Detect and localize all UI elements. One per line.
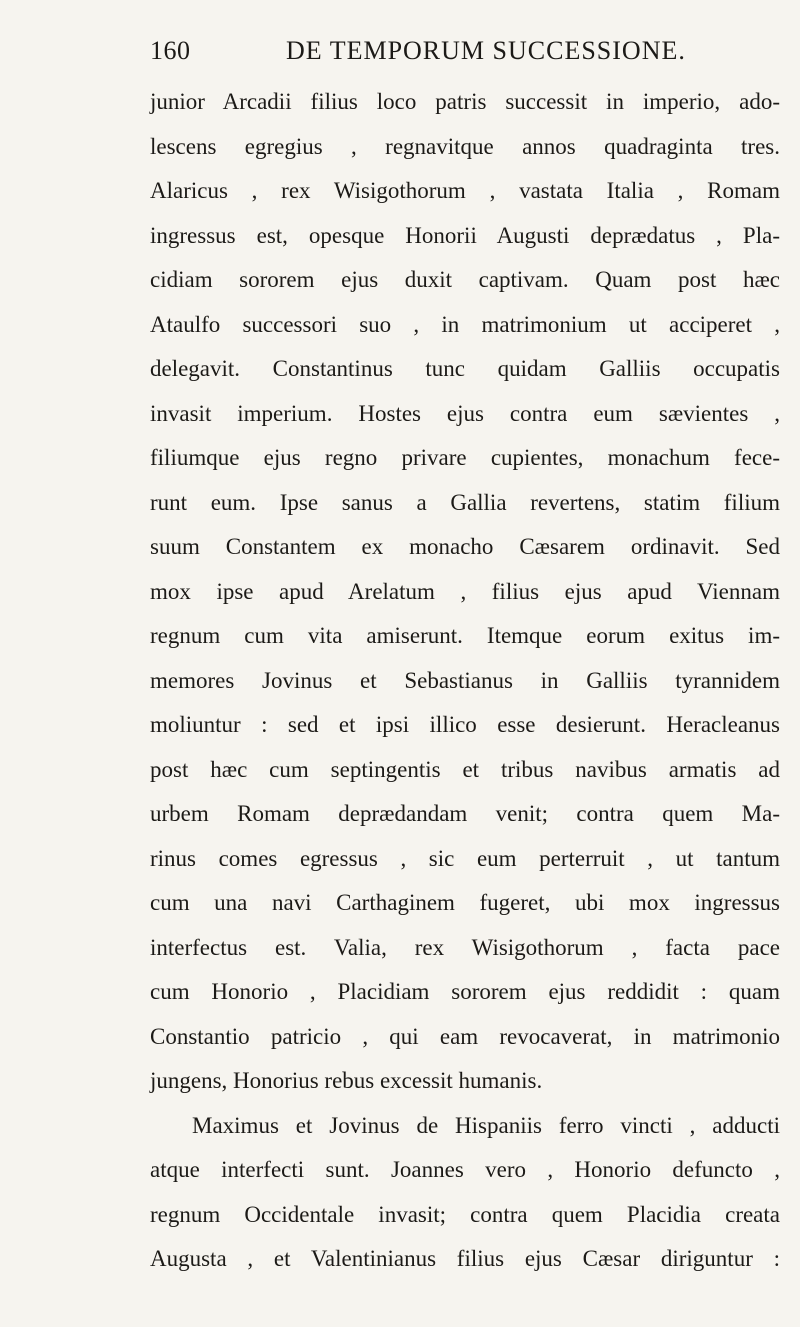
text-line: ingressus est, opesque Honorii Augusti deprædatus , Pla- [150, 222, 780, 248]
text-line: runt eum. Ipse sanus a Gallia revertens, statim filium [150, 489, 780, 515]
running-head [150, 36, 686, 76]
text-line: Constantio patricio , qui eam revocaverat, in matrimonio [150, 1023, 780, 1049]
text-line: mox ipse apud Arelatum , filius ejus apud Viennam [150, 578, 780, 604]
text-line: Ataulfo successori suo , in matrimonium ut acciperet , [150, 311, 780, 337]
text-line: rinus comes egressus , sic eum perterruit , ut tantum [150, 845, 780, 871]
text-line: atque interfecti sunt. Joannes vero , Honorio defuncto , [150, 1157, 780, 1182]
page-number: 160 [150, 36, 191, 65]
text-line: filiumque ejus regno privare cupientes, monachum fece- [150, 445, 780, 470]
text-line: moliuntur : sed et ipsi illico esse desierunt. Heracleanus [150, 712, 780, 737]
text-line: post hæc cum septingentis et tribus navibus armatis ad [150, 756, 780, 782]
text-line: cum Honorio , Placidiam sororem ejus reddidit : quam [150, 979, 780, 1004]
text-line: jungens, Honorius rebus excessit humanis. [150, 1068, 543, 1093]
text-line: invasit imperium. Hostes ejus contra eum sævientes , [150, 400, 780, 426]
text-line: junior Arcadii filius loco patris successit in imperio, ado- [150, 89, 780, 114]
text-line: regnum Occidentale invasit; contra quem Placidia creata [150, 1201, 780, 1227]
text-line: lescens egregius , regnavitque annos quadraginta tres. [150, 133, 780, 159]
running-title: DE TEMPORUM SUCCESSIONE. [286, 36, 686, 65]
text-line: cidiam sororem ejus duxit captivam. Quam post hæc [150, 267, 780, 292]
body-text [150, 80, 780, 1282]
text-line: interfectus est. Valia, rex Wisigothorum , facta pace [150, 934, 780, 960]
text-line: suum Constantem ex monacho Cæsarem ordinavit. Sed [150, 534, 780, 559]
text-line: Alaricus , rex Wisigothorum , vastata Italia , Romam [150, 178, 780, 203]
text-line: urbem Romam deprædandam venit; contra quem Ma- [150, 801, 780, 826]
text-line: regnum cum vita amiserunt. Itemque eorum exitus im- [150, 623, 780, 648]
text-line: Maximus et Jovinus de Hispaniis ferro vincti , adducti [192, 1112, 780, 1138]
text-line: Augusta , et Valentinianus filius ejus Cæsar diriguntur : [150, 1246, 780, 1271]
text-line: cum una navi Carthaginem fugeret, ubi mox ingressus [150, 890, 780, 915]
text-line: delegavit. Constantinus tunc quidam Galliis occupatis [150, 356, 780, 381]
text-line: memores Jovinus et Sebastianus in Galliis tyrannidem [150, 667, 780, 693]
